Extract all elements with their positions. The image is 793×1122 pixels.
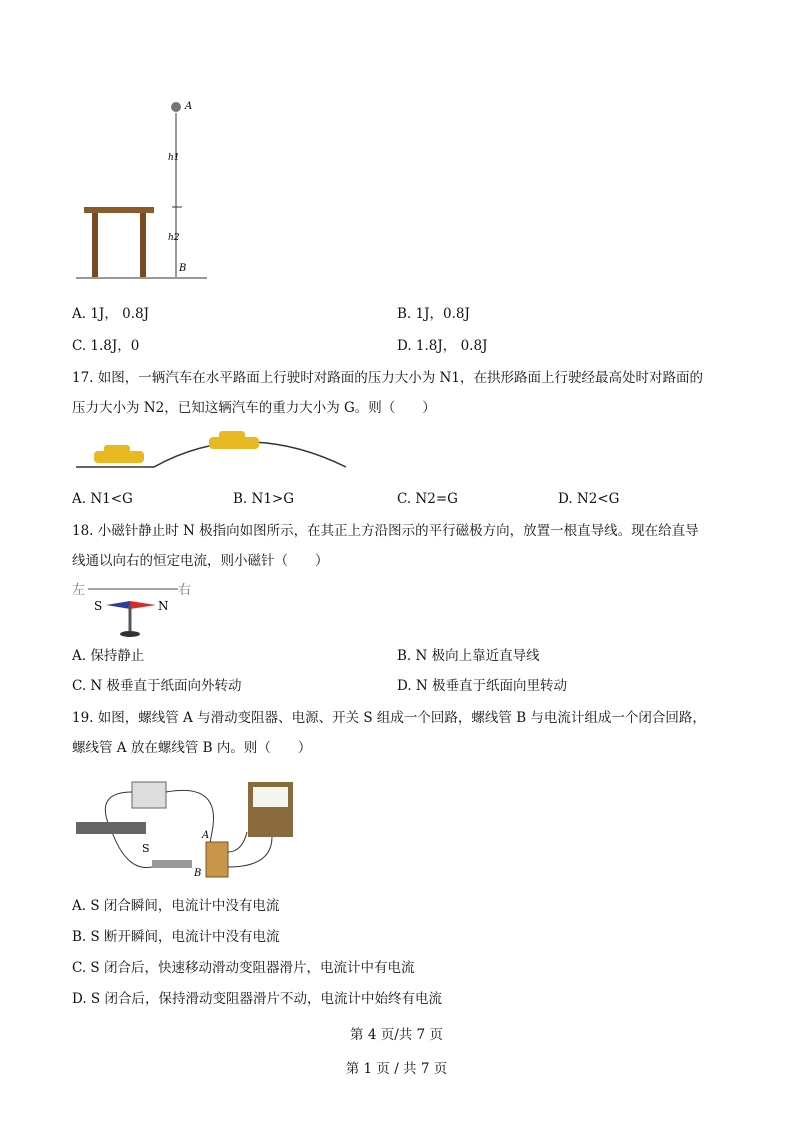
question-17-text-2: 压力大小为 N2，已知这辆汽车的重力大小为 G。则（ ） — [72, 400, 436, 416]
question-18-text-2: 线通以向右的恒定电流，则小磁针（ ） — [72, 553, 329, 569]
svg-text:右: 右 — [178, 583, 192, 598]
svg-text:A: A — [202, 830, 210, 841]
svg-text:h2: h2 — [168, 233, 180, 243]
option-a[interactable]: A. 1J， 0.8J — [72, 306, 150, 322]
option-c[interactable]: C. 1.8J，0 — [72, 338, 140, 354]
question-19-text: 19. 如图，螺线管 A 与滑动变阻器、电源、开关 S 组成一个回路，螺线管 B 与电流计组成一个闭合回路， — [72, 710, 706, 726]
option-c[interactable]: C. N 极垂直于纸面向外转动 — [72, 678, 242, 694]
solenoid-circuit-figure — [72, 772, 302, 887]
option-a[interactable]: A. 保持静止 — [72, 648, 145, 664]
option-a[interactable]: A. S 闭合瞬间，电流计中没有电流 — [72, 898, 280, 914]
magnet-needle-figure — [72, 580, 202, 640]
question-18-text: 18. 小磁针静止时 N 极指向如图所示，在其正上方沿图示的平行磁极方向，放置一根直导线。现在给直导 — [72, 523, 699, 539]
svg-text:B: B — [179, 263, 187, 274]
option-b[interactable]: B. N1>G — [233, 491, 295, 507]
option-c[interactable]: C. S 闭合后，快速移动滑动变阻器滑片，电流计中有电流 — [72, 960, 415, 976]
option-d[interactable]: D. N2<G — [558, 491, 620, 507]
svg-text:N: N — [158, 599, 169, 613]
option-d[interactable]: D. S 闭合后，保持滑动变阻器滑片不动，电流计中始终有电流 — [72, 991, 442, 1007]
option-a[interactable]: A. N1<G — [72, 491, 133, 507]
table-height-figure — [72, 95, 222, 285]
svg-text:S: S — [142, 842, 150, 855]
option-d[interactable]: D. N 极垂直于纸面向里转动 — [397, 678, 568, 694]
svg-text:S: S — [94, 599, 103, 613]
car-road-figure — [74, 425, 349, 475]
option-d[interactable]: D. 1.8J， 0.8J — [397, 338, 488, 354]
svg-text:B: B — [194, 868, 202, 879]
question-19-text-2: 螺线管 A 放在螺线管 B 内。则（ ） — [72, 740, 312, 756]
svg-text:A: A — [185, 101, 193, 112]
page-footer: 第 1 页 / 共 7 页 — [345, 1061, 448, 1077]
question-17-text: 17. 如图，一辆汽车在水平路面上行驶时对路面的压力大小为 N1，在拱形路面上行驶经最高处时对路面的 — [72, 370, 703, 386]
option-c[interactable]: C. N2=G — [397, 491, 458, 507]
svg-text:h1: h1 — [168, 153, 180, 163]
option-b[interactable]: B. N 极向上靠近直导线 — [397, 648, 540, 664]
inner-page-number: 第 4 页/共 7 页 — [350, 1027, 443, 1043]
option-b[interactable]: B. S 断开瞬间，电流计中没有电流 — [72, 929, 280, 945]
option-b[interactable]: B. 1J，0.8J — [397, 306, 470, 322]
svg-text:左: 左 — [72, 583, 86, 598]
